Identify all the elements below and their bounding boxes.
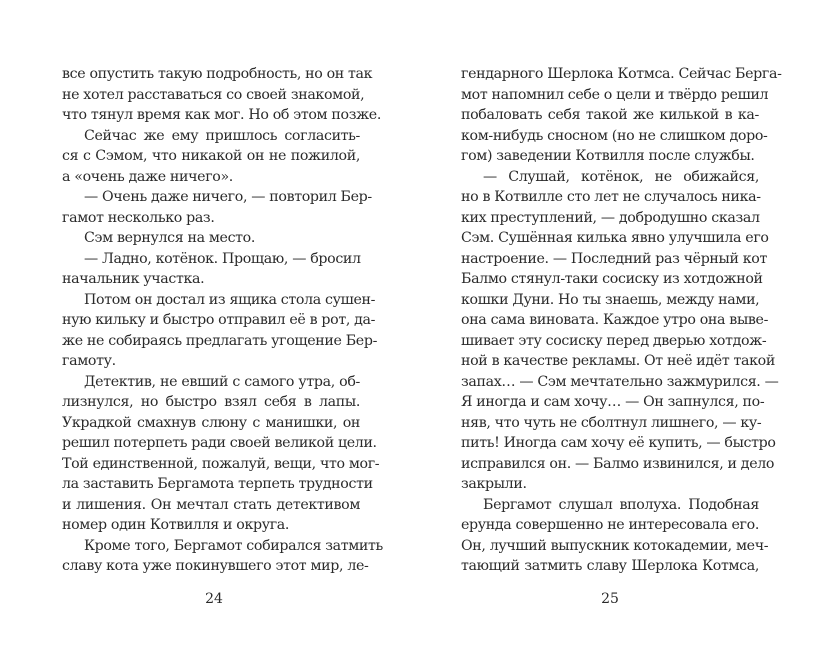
paragraph xyxy=(62,290,378,372)
text-line: номер один Котвилля и округа. xyxy=(62,517,290,533)
paragraph xyxy=(62,126,360,188)
paragraph xyxy=(62,228,360,249)
right-page-text xyxy=(461,64,782,577)
left-page-text xyxy=(62,64,383,577)
text-line: а «очень даже ничего». xyxy=(62,168,233,185)
text-line: ной в качестве рекламы. От неё идёт такой xyxy=(461,353,775,369)
text-line: побаловать себя такой же килькой в ка- xyxy=(461,107,759,123)
text-line: же не собираясь предлагать угощение Бер- xyxy=(62,332,378,349)
text-line: Украдкой смахнув слюну с манишки, он xyxy=(62,414,360,431)
text-line: лизнулся, но быстро взял себя в лапы. xyxy=(62,394,360,410)
text-line: Потом он достал из ящика стола сушен- xyxy=(84,291,376,308)
paragraph xyxy=(461,167,779,495)
paragraph xyxy=(461,495,769,577)
text-line: гендарного Шерлока Котмса. Сейчас Берга- xyxy=(461,66,782,82)
text-line: Той единственной, пожалуй, вещи, что мог- xyxy=(62,455,380,472)
page-number-right: 25 xyxy=(601,591,619,607)
text-line: Балмо стянул-таки сосиску из хотдожной xyxy=(461,271,763,287)
text-line: ную кильку и быстро отправил её в рот, да- xyxy=(62,312,376,328)
text-line: гом) заведении Котвилля после службы. xyxy=(461,148,755,164)
text-line: тающий затмить славу Шерлока Котмса, xyxy=(461,558,759,574)
text-line: Кроме того, Бергамот собирался затмить xyxy=(84,537,383,554)
text-line: ких преступлений, — добродушно сказал xyxy=(461,209,760,226)
paragraph xyxy=(62,64,381,126)
text-line: начальник участка. xyxy=(62,271,205,287)
text-line: Он, лучший выпускник котокадемии, меч- xyxy=(461,537,769,554)
text-line: ерунда совершенно не интересовала его. xyxy=(461,517,759,533)
text-line: мот напомнил себе о цели и твёрдо решил xyxy=(461,86,769,103)
text-line: но в Котвилле сто лет не случалось ника- xyxy=(461,189,761,205)
text-line: Я иногда и сам хочу… — Он запнулся, по- xyxy=(461,394,765,410)
text-line: Бергамот слушал вполуха. Подобная xyxy=(483,496,759,513)
paragraph xyxy=(461,64,782,167)
text-line: гамот несколько раз. xyxy=(62,209,215,226)
text-line: закрыли. xyxy=(461,476,527,492)
text-line: гамоту. xyxy=(62,353,116,369)
page-number-left: 24 xyxy=(205,591,223,607)
text-line: исправился он. — Балмо извинился, и дело xyxy=(461,455,775,472)
paragraph xyxy=(62,372,380,536)
text-line: няв, что чуть не сболтнул лишнего, — ку- xyxy=(461,414,762,431)
text-line: Сэм вернулся на место. xyxy=(84,230,256,246)
text-line: кошки Дуни. Но ты знаешь, между нами, xyxy=(461,291,760,308)
text-line: — Ладно, котёнок. Прощаю, — бросил xyxy=(84,250,361,267)
text-line: — Слушай, котёнок, не обижайся, xyxy=(483,168,759,185)
text-line: ком-нибудь сносном (но не слишком доро- xyxy=(461,127,768,144)
text-line: запах… — Сэм мечтательно зажмурился. — xyxy=(461,373,779,390)
text-line: ла заставить Бергамота терпеть трудности xyxy=(62,476,373,492)
text-line: — Очень даже ничего, — повторил Бер- xyxy=(84,189,372,205)
text-line: ся с Сэмом, что никакой он не пожилой, xyxy=(62,148,360,164)
paragraph xyxy=(62,536,383,577)
text-line: Сэм. Сушённая килька явно улучшила его xyxy=(461,230,769,246)
text-line: Сейчас же ему пришлось согласить- xyxy=(84,127,360,144)
paragraph xyxy=(62,249,360,290)
text-line: она сама виновата. Каждое утро она выве- xyxy=(461,312,769,328)
text-line: не хотел расставаться со своей знакомой, xyxy=(62,86,365,103)
text-line: настроение. — Последний раз чёрный кот xyxy=(461,250,767,267)
text-line: и лишения. Он мечтал стать детективом xyxy=(62,496,360,513)
text-line: что тянул время как мог. Но об этом позже. xyxy=(62,107,381,123)
text-line: пить! Иногда сам хочу её купить, — быстро xyxy=(461,435,776,451)
text-line: славу кота уже покинувшего этот мир, ле- xyxy=(62,558,369,574)
paragraph xyxy=(62,187,372,228)
text-line: решил потерпеть ради своей великой цели. xyxy=(62,435,377,451)
text-line: все опустить такую подробность, но он так xyxy=(62,66,373,82)
text-line: шивает эту сосиску перед дверью хотдож- xyxy=(461,332,767,349)
text-line: Детектив, не евший с самого утра, об- xyxy=(84,373,360,390)
